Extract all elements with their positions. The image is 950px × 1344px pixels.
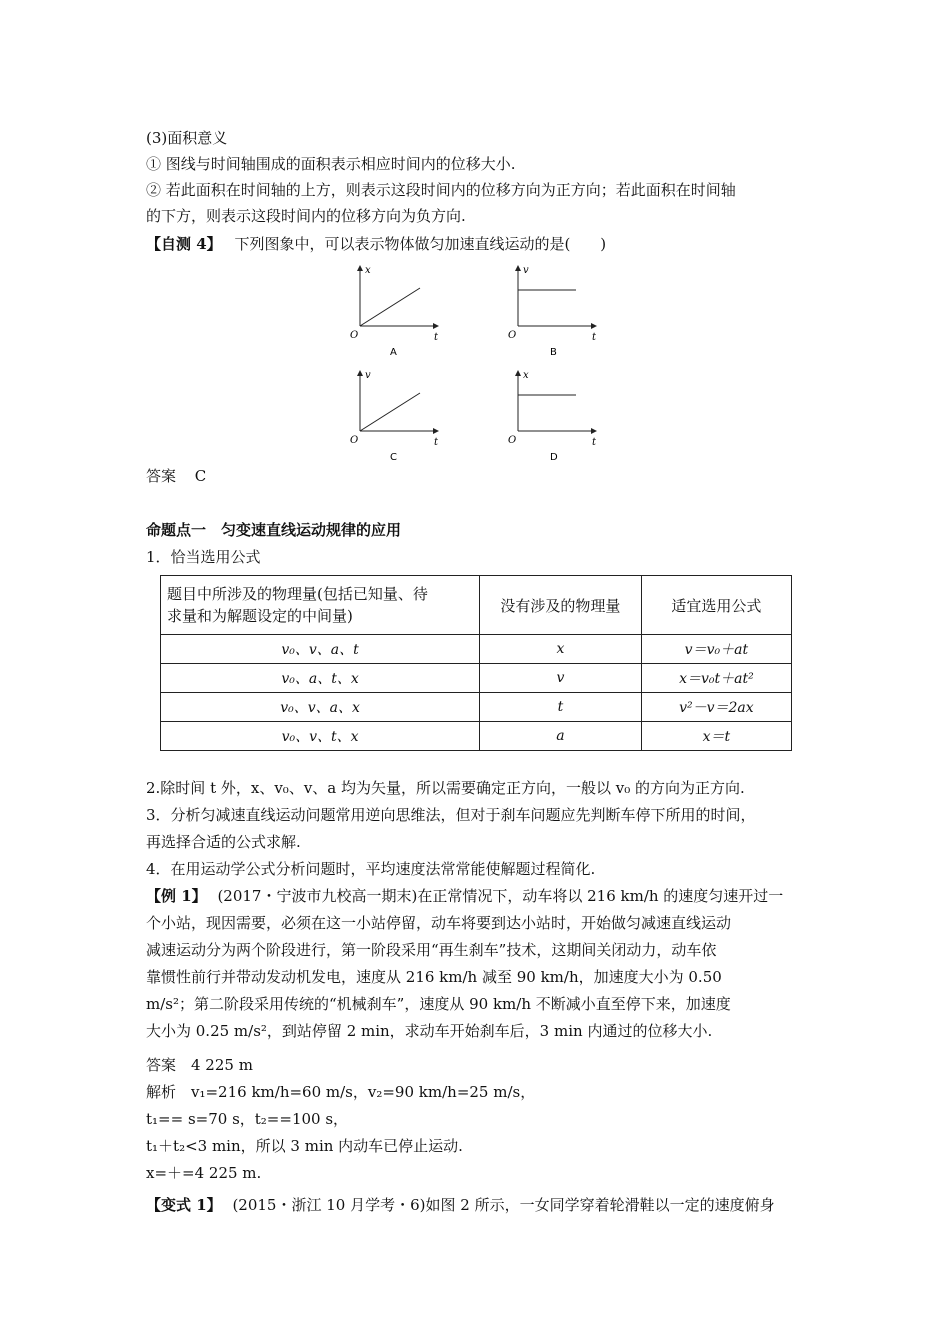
example-1-analysis-1: 解析 v₁=216 km/h=60 m/s，v₂=90 km/h=25 m/s， — [146, 1083, 536, 1101]
example-1-analysis-4: x=＋=4 225 m. — [146, 1164, 262, 1182]
self-test-answer-label: 答案 — [146, 467, 177, 485]
example-1-answer: 答案 4 225 m — [146, 1056, 253, 1074]
graph-c-x-label: t — [434, 437, 439, 448]
table-row — [161, 693, 792, 722]
area-meaning-point-1: ① 图线与时间轴围成的面积表示相应时间内的位移大小. — [146, 155, 516, 173]
table-cell-formula: v²－v＝2ax — [641, 693, 791, 722]
graph-d — [508, 367, 608, 462]
table-cell-missing: a — [480, 722, 642, 751]
table-row — [161, 635, 792, 664]
area-meaning-heading: (3)面积意义 — [146, 129, 228, 147]
table-header-formula: 适宜选用公式 — [641, 576, 791, 635]
graph-c-origin: O — [350, 435, 359, 446]
topic-item-1: 1．恰当选用公式 — [146, 548, 261, 566]
graph-d-x-label: t — [592, 437, 597, 448]
graph-options — [340, 262, 610, 462]
graph-b — [508, 262, 608, 357]
graph-a-line — [360, 288, 420, 326]
self-test-label: 【自测 4】 — [146, 235, 222, 253]
topic-item-3b: 再选择合适的公式求解. — [146, 833, 301, 851]
table-header-quantities-line1: 题目中所涉及的物理量(包括已知量、待 — [167, 585, 428, 603]
example-1-line-3: 减速运动分为两个阶段进行，第一阶段采用“再生刹车”技术，这期间关闭动力，动车依 — [146, 941, 717, 959]
table-cell-quantities: v₀、a、t、x — [161, 664, 480, 693]
table-row — [161, 722, 792, 751]
example-1-analysis-2: t₁== s=70 s，t₂==100 s， — [146, 1110, 349, 1128]
table-cell-missing: t — [480, 693, 642, 722]
variant-1 — [146, 1195, 775, 1215]
table-header-row — [161, 576, 792, 635]
graph-c-line — [360, 393, 420, 431]
table-header-missing: 没有涉及的物理量 — [480, 576, 642, 635]
example-1-text-1: (2017・宁波市九校高一期末)在正常情况下，动车将以 216 km/h 的速度匀速开过一 — [217, 887, 784, 905]
graph-a-origin: O — [350, 330, 359, 341]
example-1-line-5: m/s²；第二阶段采用传统的“机械刹车”，速度从 90 km/h 不断减小直至停下来，加速度 — [146, 995, 731, 1013]
variant-1-label: 【变式 1】 — [146, 1196, 222, 1214]
table-cell-quantities: v₀、v、a、t — [161, 635, 480, 664]
graph-d-caption: D — [550, 452, 558, 462]
graph-d-origin: O — [508, 435, 517, 446]
graph-c — [350, 367, 450, 462]
area-meaning-point-2a: ② 若此面积在时间轴的上方，则表示这段时间内的位移方向为正方向；若此面积在时间轴 — [146, 181, 736, 199]
table-header-quantities-line2: 求量和为解题设定的中间量) — [167, 607, 353, 625]
graph-d-y-label: x — [523, 370, 529, 381]
table-row — [161, 664, 792, 693]
graph-c-y-label: v — [365, 370, 371, 381]
topic-item-2: 2.除时间 t 外，x、v₀、v、a 均为矢量，所以需要确定正方向，一般以 v₀ 的方向为正方向. — [146, 779, 745, 797]
self-test-answer-value: C — [194, 467, 207, 485]
topic-item-4: 4．在用运动学公式分析问题时，平均速度法常常能使解题过程简化. — [146, 860, 596, 878]
example-1-line-4: 靠惯性前行并带动发动机发电，速度从 216 km/h 减至 90 km/h，加速度大小为 0.50 — [146, 968, 722, 986]
table-cell-missing: v — [480, 664, 642, 693]
example-1-line-1 — [146, 886, 783, 906]
graph-a-y-label: x — [365, 265, 371, 276]
variant-1-text: (2015・浙江 10 月学考・6)如图 2 所示，一女同学穿着轮滑鞋以一定的速度俯身 — [232, 1196, 775, 1214]
graph-b-y-label: v — [523, 265, 529, 276]
graph-b-x-label: t — [592, 332, 597, 343]
table-header-quantities — [161, 576, 480, 635]
table-cell-formula: v＝v₀＋at — [641, 635, 791, 664]
area-meaning-point-2b: 的下方，则表示这段时间内的位移方向为负方向. — [146, 207, 466, 225]
graph-c-caption: C — [390, 452, 397, 462]
table-cell-quantities: v₀、v、t、x — [161, 722, 480, 751]
graph-b-caption: B — [550, 347, 557, 357]
example-1-analysis-3: t₁＋t₂<3 min，所以 3 min 内动车已停止运动. — [146, 1137, 463, 1155]
graph-a-x-label: t — [434, 332, 439, 343]
graph-a — [350, 262, 450, 357]
topic-title: 命题点一 匀变速直线运动规律的应用 — [146, 521, 402, 539]
example-1-line-2: 个小站，现因需要，必须在这一小站停留，动车将要到达小站时，开始做匀减速直线运动 — [146, 914, 732, 932]
topic-item-3a: 3．分析匀减速直线运动问题常用逆向思维法，但对于刹车问题应先判断车停下所用的时间， — [146, 806, 756, 824]
self-test-text: 下列图象中，可以表示物体做匀加速直线运动的是( ) — [234, 235, 607, 253]
table-cell-missing: x — [480, 635, 642, 664]
example-1-label: 【例 1】 — [146, 887, 207, 905]
formula-table — [160, 575, 792, 751]
table-cell-formula: x＝t — [641, 722, 791, 751]
graph-a-caption: A — [390, 347, 397, 357]
graph-b-origin: O — [508, 330, 517, 341]
table-cell-formula: x＝v₀t＋at² — [641, 664, 791, 693]
self-test-question — [146, 234, 606, 254]
table-cell-quantities: v₀、v、a、x — [161, 693, 480, 722]
self-test-answer — [146, 466, 206, 486]
example-1-line-6: 大小为 0.25 m/s²，到站停留 2 min，求动车开始刹车后，3 min 内通过的位移大小. — [146, 1022, 713, 1040]
